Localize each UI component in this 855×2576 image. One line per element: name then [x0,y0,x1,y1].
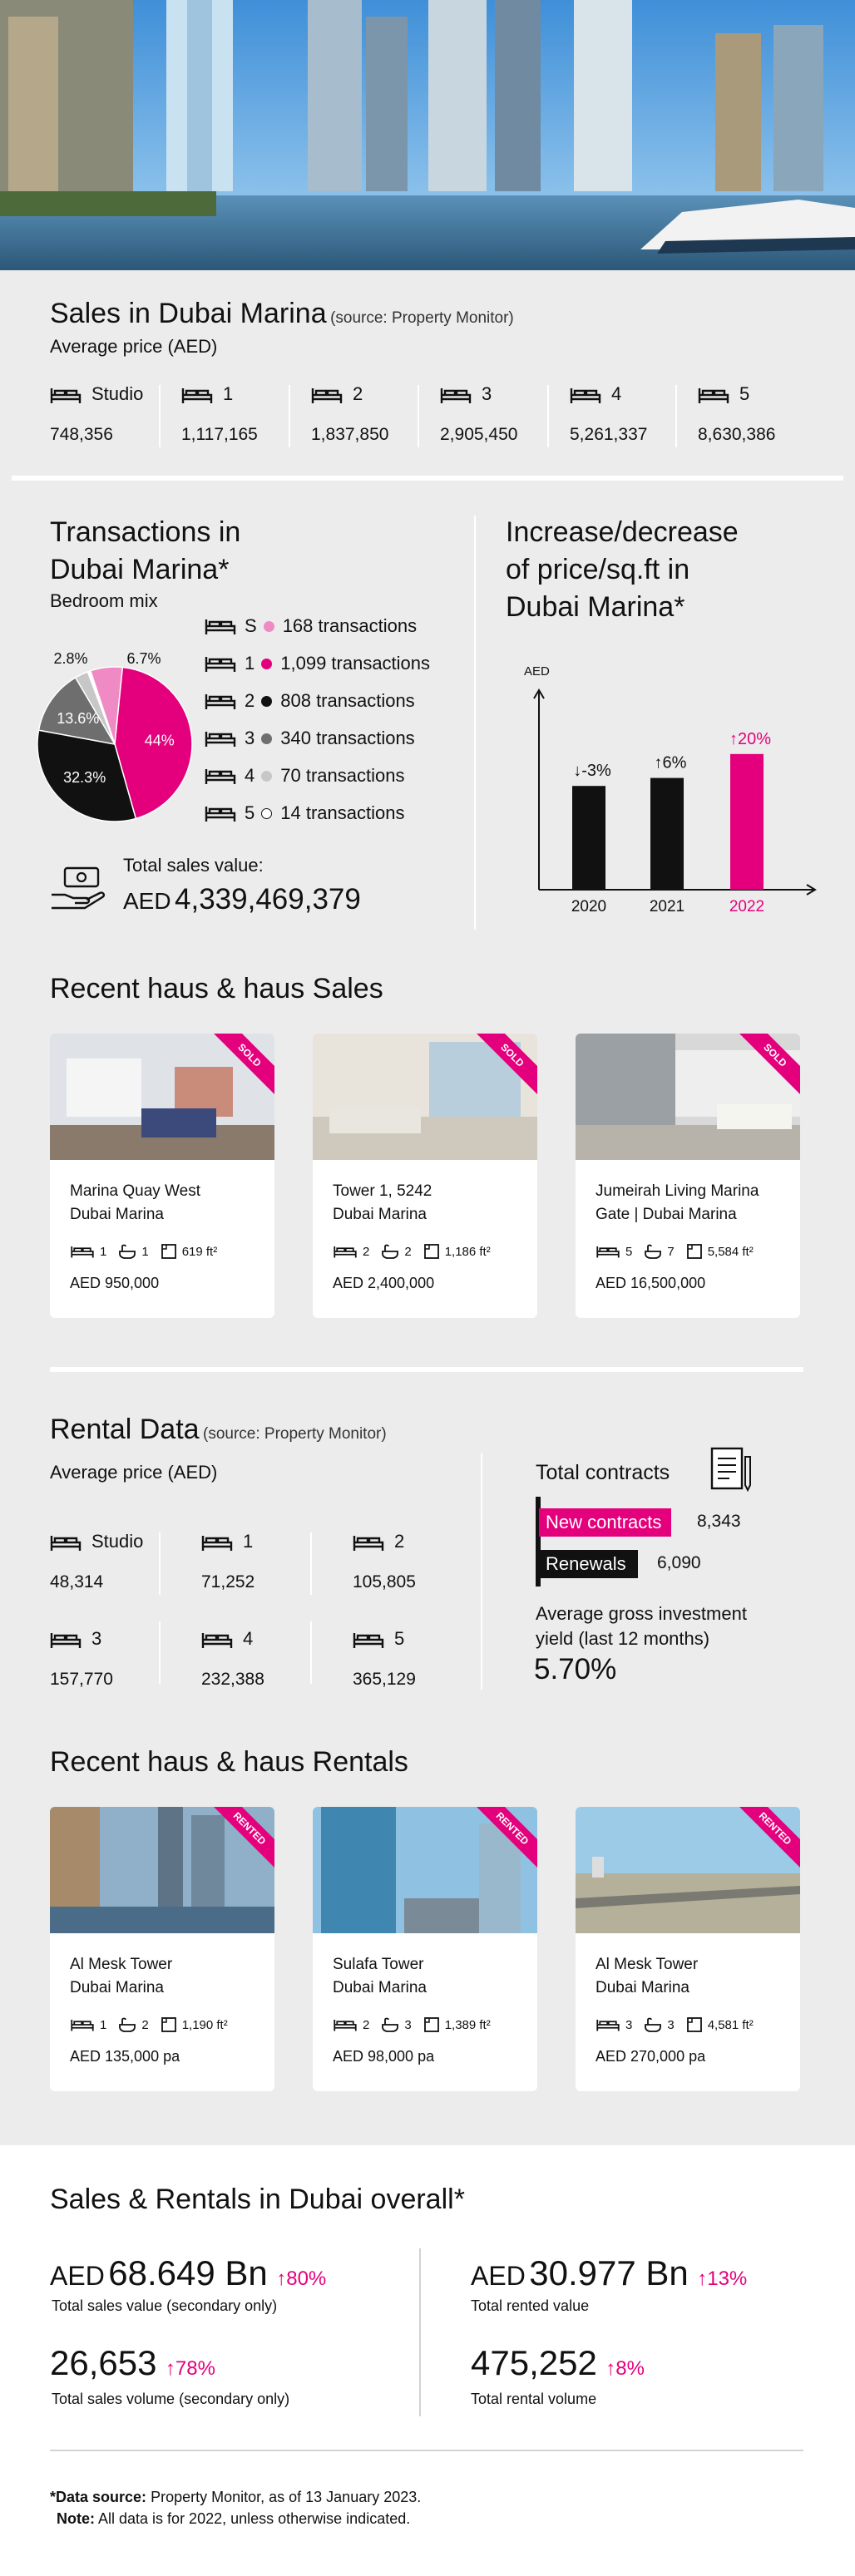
price-change-title: Increase/decrease of price/sq.ft in Dubai Marina* [506,516,739,623]
rental-item: Studio 48,314 [50,1531,144,1591]
pie-label: 32.3% [63,768,106,786]
rental-header: Rental Data (source: Property Monitor) [50,1414,387,1445]
bar-2022 [730,754,764,890]
bath-icon [381,1244,399,1259]
bed-icon [201,1532,233,1552]
total-sales-value-label: Total sales value (secondary only) [52,2297,278,2314]
legend-row: 4 70 transactions [205,765,404,787]
rental-card[interactable] [576,1807,800,2091]
hero-image [0,0,855,270]
rental-card[interactable] [313,1807,537,2091]
bed-icon [311,385,343,405]
bath-icon [644,2017,662,2032]
rental-item: 2 105,805 [353,1531,416,1591]
bed-icon [570,385,601,405]
property-price: AED 98,000 pa [333,2048,435,2065]
divider [12,476,843,481]
bed-icon [205,728,236,748]
legend-row: S 168 transactions [205,615,417,637]
tick-label: 2020 [571,898,607,915]
property-name: Jumeirah Living Marina Gate | Dubai Marina [596,1182,759,1223]
value-label: ↑6% [654,753,687,772]
sold-badge: SOLD [470,1034,537,1098]
legend-dot [261,733,272,744]
bed-icon [50,385,82,405]
document-icon [709,1445,752,1493]
property-features: 5 7 5,584 ft² [596,1243,754,1260]
legend-dot [261,808,272,819]
bath-icon [118,2017,136,2032]
property-name: Tower 1, 5242 Dubai Marina [333,1182,432,1223]
renewals-value: 6,090 [657,1553,701,1572]
bed-icon [205,803,236,823]
bedroom-mix-pie-chart [32,628,198,827]
total-rented-value-stat: AED 30.977 Bn ↑13% [471,2253,748,2292]
rental-item: 5 365,129 [353,1628,416,1689]
area-icon [686,2016,703,2033]
property-name: Al Mesk Tower Dubai Marina [596,1956,699,1996]
new-contracts-label: New contracts [539,1508,671,1537]
property-features: 1 2 1,190 ft² [70,2016,228,2033]
rental-item: 157,770 [50,1630,82,1654]
area-icon [423,2016,440,2033]
property-features: 2 3 1,389 ft² [333,2016,491,2033]
total-sales-value-stat: AED 68.649 Bn ↑80% [50,2253,327,2292]
transactions-legend [205,615,479,840]
sale-card[interactable] [313,1034,537,1318]
property-name: Sulafa Tower Dubai Marina [333,1956,427,1996]
sales-item-3: 3 2,905,450 [440,383,518,444]
property-features: 1 1 619 ft² [70,1243,217,1260]
bath-icon [644,1244,662,1259]
sales-item-2: 2 1,837,850 [311,383,389,444]
rented-badge: RENTED [470,1807,537,1871]
sold-badge: SOLD [733,1034,800,1098]
bed-icon [201,1630,233,1650]
rented-badge: RENTED [733,1807,800,1871]
pie-label: 2.8% [53,650,88,667]
total-sales-value: AED 4,339,469,379 [123,883,361,915]
yield-label: Average gross investment yield (last 12 months) [536,1603,747,1649]
legend-row: 3 340 transactions [205,728,415,749]
bed-icon [353,1630,384,1650]
new-contracts-value: 8,343 [697,1512,741,1531]
renewals-label: Renewals [539,1550,638,1578]
bed-icon [205,766,236,786]
area-icon [423,1243,440,1260]
overall-title: Sales & Rentals in Dubai overall* [50,2184,465,2215]
rental-avg-prices [50,1532,449,1699]
sales-header [50,298,514,330]
property-price: AED 135,000 pa [70,2048,180,2065]
bath-icon [381,2017,399,2032]
rental-item: 1 71,252 [201,1531,255,1591]
sales-title: Sales in Dubai Marina [50,298,327,329]
value-label: ↓-3% [573,762,611,781]
pie-label: 44% [144,732,175,749]
bed-icon [205,654,236,674]
property-name: Al Mesk Tower Dubai Marina [70,1956,173,1996]
bed-icon [440,385,472,405]
property-price: AED 950,000 [70,1275,160,1291]
bed-icon [50,1630,82,1650]
property-features: 2 2 1,186 ft² [333,1243,491,1260]
rental-card[interactable] [50,1807,274,2091]
total-rented-value-label: Total rented value [471,2297,590,2314]
bed-icon [205,691,236,711]
property-price: AED 2,400,000 [333,1275,435,1291]
sales-item-1: 1 1,117,165 [181,383,258,444]
property-features: 3 3 4,581 ft² [596,2016,754,2033]
legend-row: 2 808 transactions [205,690,415,712]
property-price: AED 270,000 pa [596,2048,706,2065]
divider [419,2248,421,2416]
sales-source: (source: Property Monitor) [330,309,514,327]
property-price: AED 16,500,000 [596,1275,706,1291]
bed-icon [333,1244,358,1259]
sale-card[interactable] [576,1034,800,1318]
total-sales-label: Total sales value: [123,855,264,876]
rental-item-label: 3 [91,1628,102,1649]
pie-label: 13.6% [57,710,100,728]
sales-item-5: 5 8,630,386 [698,383,776,444]
bar-2021 [650,778,684,890]
sales-subtitle: Average price (AED) [50,336,218,357]
bath-icon [118,1244,136,1259]
total-rental-volume-label: Total rental volume [471,2391,597,2407]
bed-icon [70,2017,95,2032]
price-change-bar-chart [507,657,823,923]
area-icon [686,1243,703,1260]
divider [50,2450,803,2451]
bed-icon [70,1244,95,1259]
property-name: Marina Quay West Dubai Marina [70,1182,200,1223]
bed-icon [181,385,213,405]
total-sales-volume-label: Total sales volume (secondary only) [52,2391,290,2407]
recent-sales-title: Recent haus & haus Sales [50,973,383,1004]
bed-icon [333,2017,358,2032]
rented-badge: RENTED [207,1807,274,1871]
tick-label: 2021 [649,898,685,915]
yield-value: 5.70% [534,1653,617,1685]
divider [50,1367,803,1372]
bed-icon [596,2017,620,2032]
total-rental-volume-stat: 475,252 ↑8% [471,2343,645,2382]
sold-badge: SOLD [207,1034,274,1098]
area-icon [161,2016,177,2033]
bed-icon [205,616,236,636]
tick-label: 2022 [729,898,765,915]
pie-label: 6.7% [126,650,161,667]
recent-rentals-title: Recent haus & haus Rentals [50,1746,408,1778]
bed-icon [50,1532,82,1552]
total-contracts-title: Total contracts [536,1461,670,1484]
sale-card[interactable] [50,1034,274,1318]
rental-subtitle: Average price (AED) [50,1462,218,1483]
legend-dot [261,659,272,669]
sales-item-studio: Studio 748,356 [50,383,144,444]
legend-row: 5 14 transactions [205,802,404,824]
legend-row: 1 1,099 transactions [205,653,430,674]
transactions-subtitle: Bedroom mix [50,590,158,611]
bed-icon [353,1532,384,1552]
value-label: ↑20% [729,729,772,748]
sales-avg-prices [50,385,815,452]
legend-dot [261,771,272,782]
legend-dot [261,696,272,707]
bar-2020 [572,786,605,890]
sales-item-4: 4 5,261,337 [570,383,648,444]
legend-dot [264,621,274,632]
transactions-title: Transactions in Dubai Marina* [50,516,241,585]
total-sales-volume-stat: 26,653 ↑78% [50,2343,215,2382]
area-icon [161,1243,177,1260]
money-hand-icon [50,865,108,915]
bed-icon [596,1244,620,1259]
footnote: *Data source: Property Monitor, as of 13 January 2023. Note: All data is for 2022, unless otherwise indicated. [50,2489,422,2527]
bed-icon [698,385,729,405]
rental-item: 4 232,388 [201,1628,264,1689]
y-axis-label: AED [524,664,550,679]
